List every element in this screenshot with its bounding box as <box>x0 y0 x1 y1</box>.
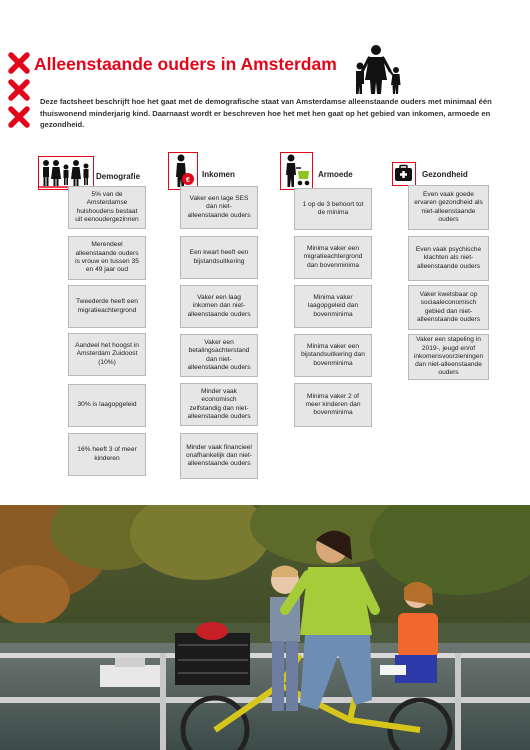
fact-box: Tweederde heeft een migratieachtergrond <box>68 285 146 328</box>
fact-box: Minima vaker 2 of meer kinderen dan bovenminima <box>294 383 372 427</box>
category-header-demografie <box>38 152 148 190</box>
category-label: Armoede <box>318 170 353 179</box>
intro-paragraph: Deze factsheet beschrijft hoe het gaat met de demografische staat van Amsterdamse alleenstaande ouders met minimaal één thuiswonend minderjarig kind. Daarnaast wordt er beschreven hoe het met hen gaat op het gebied van inkomen, armoede en gezondheid. <box>40 97 492 129</box>
fact-box: Minima vaker laagopgeleid dan bovenminima <box>294 285 372 328</box>
fact-box: Minder vaak economisch zelfstandig dan niet-alleenstaande ouders <box>180 383 258 426</box>
page-title: Alleenstaande ouders in Amsterdam <box>34 54 337 74</box>
category-label: Gezondheid <box>422 170 468 179</box>
family-silhouette-icon <box>352 44 408 96</box>
fact-box: 1 op de 3 behoort tot de minima <box>294 188 372 230</box>
fact-box: Even vaak psychische klachten als niet-alleenstaande ouders <box>408 236 489 281</box>
fact-box: Vaker een betalingsachterstand dan niet-alleenstaande ouders <box>180 334 258 377</box>
photo-family-on-bicycle <box>0 505 530 750</box>
fact-box: Even vaak goede ervaren gezondheid als niet-alleenstaande ouders <box>408 185 489 230</box>
fact-box: 16% heeft 3 of meer kinderen <box>68 433 146 476</box>
first-aid-kit-icon <box>392 162 416 186</box>
svg-text:€: € <box>186 177 190 184</box>
x-mark-icon <box>8 79 30 101</box>
fact-box: 5% van de Amsterdamse huishoudens bestaat uit eenoudergezinnen <box>68 186 146 229</box>
x-mark-icon <box>8 106 30 128</box>
fact-box: 30% is laagopgeleid <box>68 384 146 427</box>
fact-box: Vaker een lage SES dan niet-alleenstaande ouders <box>180 186 258 229</box>
fact-box: Aandeel het hoogst in Amsterdam Zuidoost (10%) <box>68 333 146 376</box>
money-bag-icon <box>168 152 198 190</box>
fact-box: Vaker kwetsbaar op sociaaleconomisch gebied dan niet-alleenstaande ouders <box>408 285 489 330</box>
parent-stroller-icon <box>280 152 313 190</box>
fact-box: Minima vaker een migratieachtergrond dan bovenminima <box>294 236 372 279</box>
fact-box: Vaker een laag inkomen dan niet-alleenstaande ouders <box>180 285 258 328</box>
category-label: Demografie <box>96 172 141 181</box>
fact-box: Minder vaak financieel onafhankelijk dan niet-alleenstaande ouders <box>180 433 258 479</box>
category-header-armoede <box>280 152 370 190</box>
fact-box: Vaker een stapeling in 2019-, jeugd en/of inkomensvoorzieningen dan niet-alleenstaande ouders <box>408 334 489 380</box>
category-label: Inkomen <box>202 170 235 179</box>
x-mark-icon <box>8 52 30 74</box>
fact-box: Een kwart heeft een bijstandsuitkering <box>180 236 258 279</box>
fact-box: Merendeel alleenstaande ouders is vrouw en tussen 35 en 49 jaar oud <box>68 236 146 280</box>
fact-box: Minima vaker een bijstandsuitkering dan bovenminima <box>294 334 372 377</box>
red-x-marks <box>8 52 30 133</box>
family-group-icon <box>38 156 94 190</box>
category-header-inkomen <box>168 152 258 190</box>
